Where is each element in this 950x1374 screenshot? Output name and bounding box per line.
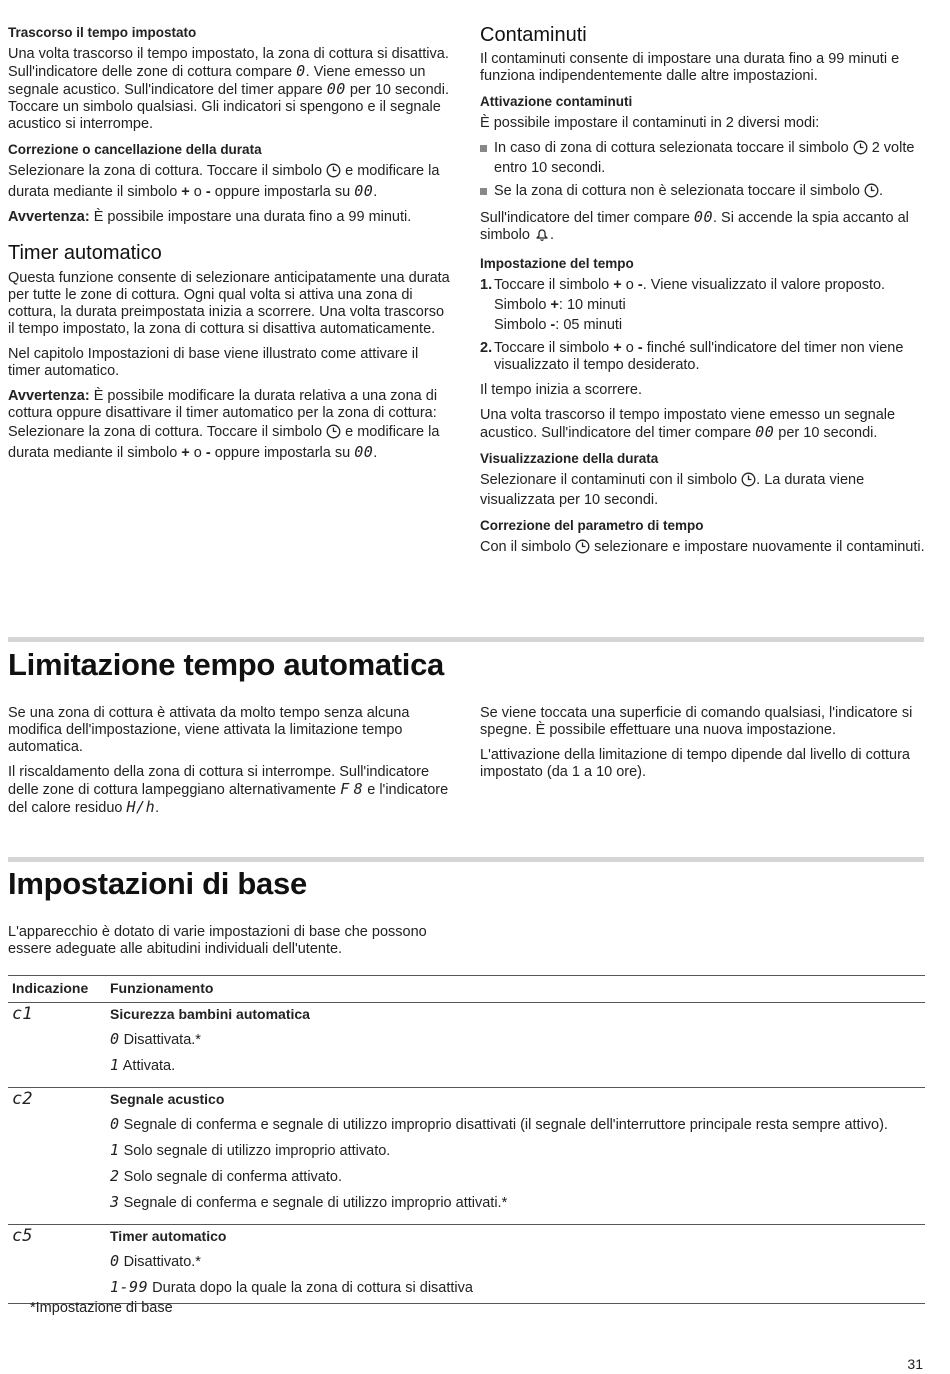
clock-icon [575,539,590,559]
setting-option: 2 Solo segnale di conferma attivato. [110,1167,342,1185]
paragraph: È possibile impostare il contaminuti in 2 diversi modi: [480,115,820,131]
section-title: Impostazioni di base [8,866,307,901]
clock-icon [864,183,879,203]
minus-symbol: - [550,317,556,333]
list-subline: Simbolo -: 05 minuti [494,317,623,333]
bullet-marker [480,188,487,195]
section-title: Timer automatico [8,242,162,264]
display-8: 8 [353,780,364,798]
paragraph: Selezionare la zona di cottura. Toccare il simbolo e modificare la durata mediante il simbolo + o - oppure impostarla su 00. [8,424,440,461]
section-heading: Visualizzazione della durata [480,451,659,466]
setting-option: 0 Disattivata.* [110,1030,201,1048]
clock-icon [853,140,868,160]
intro-text [8,924,453,966]
setting-option: 1-99 Durata dopo la quale la zona di cottura si disattiva [110,1278,473,1296]
setting-option: 0 Segnale di conferma e segnale di utilizzo improprio disattivati (il segnale dell'interruttore principale resta sempre attivo). [110,1115,888,1133]
paragraph: Una volta trascorso il tempo impostato viene emesso un segnale acustico. Sull'indicatore del timer compare 00 per 10 secondi. [480,407,896,441]
section-heading: Correzione del parametro di tempo [480,518,704,533]
table-header-row [8,976,925,1003]
clock-icon [326,424,341,444]
right-column [480,24,928,567]
setting-option: 1 Attivata. [110,1056,176,1074]
minus-symbol: - [205,445,211,461]
section-title: Contaminuti [480,24,587,46]
minus-symbol: - [205,184,211,200]
settings-table [8,975,925,1304]
list-item: 1. Toccare il simbolo + o -. Viene visualizzato il valore proposto. Simbolo +: 10 minuti Simbolo -: 05 minuti [480,277,928,334]
paragraph: Il contaminuti consente di impostare una durata fino a 99 minuti e funziona indipendentemente dalle altre impostazioni. [480,51,900,84]
setting-title: Timer automatico [110,1228,227,1244]
setting-option: 1 Solo segnale di utilizzo improprio attivato. [110,1141,391,1159]
table-row [8,1003,925,1088]
left-column [8,705,453,825]
paragraph: Se viene toccata una superficie di comando qualsiasi, l'indicatore si spegne. È possibile effettuare una nuova impostazione. [480,705,913,738]
paragraph: Con il simbolo selezionare e impostare nuovamente il contaminuti. [480,539,928,559]
setting-description [106,1088,925,1225]
left-column [8,24,453,470]
section-heading: Impostazione del tempo [480,256,634,271]
display-double-zero: 00 [755,423,775,441]
section-heading: Attivazione contaminuti [480,94,633,109]
display-H: H [126,798,137,816]
footnote: *Impostazione di base [30,1300,173,1316]
display-F: F [340,780,350,798]
setting-option: 3 Segnale di conferma e segnale di utilizzo improprio attivati.* [110,1193,508,1211]
note: Avvertenza: È possibile impostare una durata fino a 99 minuti. [8,209,412,225]
section-heading: Correzione o cancellazione della durata [8,142,262,157]
setting-code: c5 [8,1225,106,1304]
section-divider [8,857,924,862]
column-header: Funzionamento [106,976,925,1003]
section-title: Limitazione tempo automatica [8,647,444,682]
paragraph: Una volta trascorso il tempo impostato, la zona di cottura si disattiva. Sull'indicatore delle zone di cottura compare 0. Viene emesso un segnale acustico. Sull'indicatore del timer appare 00 per 10 secondi. Toccare un simbolo qualsiasi. Gli indicatori si spengono e il segnale acustico si interrompe. [8,46,449,132]
paragraph: L'apparecchio è dotato di varie impostazioni di base che possono essere adeguate alle abitudini individuali dell'utente. [8,924,427,957]
setting-option: 0 Disattivato.* [110,1252,201,1270]
paragraph: Se una zona di cottura è attivata da molto tempo senza alcuna modifica dell'impostazione, viene attivata la limitazione tempo automatica. [8,705,410,755]
setting-description [106,1225,925,1304]
paragraph: Selezionare la zona di cottura. Toccare il simbolo e modificare la durata mediante il simbolo + o - oppure impostarla su 00. [8,163,440,200]
display-double-zero: 00 [693,208,713,226]
paragraph: Il riscaldamento della zona di cottura si interrompe. Sull'indicatore delle zone di cottura lampeggiano alternativamente F 8 e l'indicatore del calore residuo H/h. [8,764,449,816]
display-double-zero: 00 [354,182,374,200]
page-number: 31 [907,1356,923,1372]
plus-symbol: + [613,277,622,293]
right-column [480,705,925,789]
paragraph: Il tempo inizia a scorrere. [480,382,642,398]
minus-symbol: - [637,340,643,356]
list-item: 2. Toccare il simbolo + o - finché sull'indicatore del timer non viene visualizzato il tempo desiderato. [480,340,904,373]
paragraph: L'attivazione della limitazione di tempo dipende dal livello di cottura impostato (da 1 a 10 ore). [480,747,910,780]
note: Avvertenza: È possibile modificare la durata relativa a una zona di cottura oppure disattivare il timer automatico per la zona di cottura: [8,388,438,421]
column-header: Indicazione [8,976,106,1003]
setting-code: c2 [8,1088,106,1225]
display-h: h [145,798,156,816]
setting-title: Sicurezza bambini automatica [110,1006,310,1022]
minus-symbol: - [637,277,643,293]
plus-symbol: + [181,445,190,461]
plus-symbol: + [550,297,559,313]
clock-icon [326,163,341,183]
setting-description [106,1003,925,1088]
section-divider [8,637,924,642]
bell-icon [534,227,550,247]
list-subline: Simbolo +: 10 minuti [494,297,626,313]
paragraph: Selezionare il contaminuti con il simbolo . La durata viene visualizzata per 10 secondi. [480,472,865,508]
display-zero: 0 [296,62,306,80]
section-heading: Trascorso il tempo impostato [8,25,197,40]
bullet-marker [480,145,487,152]
table-row [8,1088,925,1225]
setting-title: Segnale acustico [110,1091,225,1107]
list-item: Se la zona di cottura non è selezionata toccare il simbolo . [480,183,928,203]
paragraph: Nel capitolo Impostazioni di base viene illustrato come attivare il timer automatico. [8,346,419,379]
list-item: In caso di zona di cottura selezionata toccare il simbolo 2 volte entro 10 secondi. [480,140,928,177]
plus-symbol: + [181,184,190,200]
setting-code: c1 [8,1003,106,1088]
clock-icon [741,472,756,492]
paragraph: Sull'indicatore del timer compare 00. Si accende la spia accanto al simbolo . [480,209,928,247]
table-row [8,1225,925,1304]
display-double-zero: 00 [326,80,346,98]
paragraph: Questa funzione consente di selezionare anticipatamente una durata per tutte le zone di cottura. Ogni qual volta si attiva una zona di cottura, la durata preimpostata inizia a scorrere. Una volta trascorso il tempo impostato, la zona di cottura si disattiva automaticamente. [8,270,450,337]
display-double-zero: 00 [354,443,374,461]
plus-symbol: + [613,340,622,356]
